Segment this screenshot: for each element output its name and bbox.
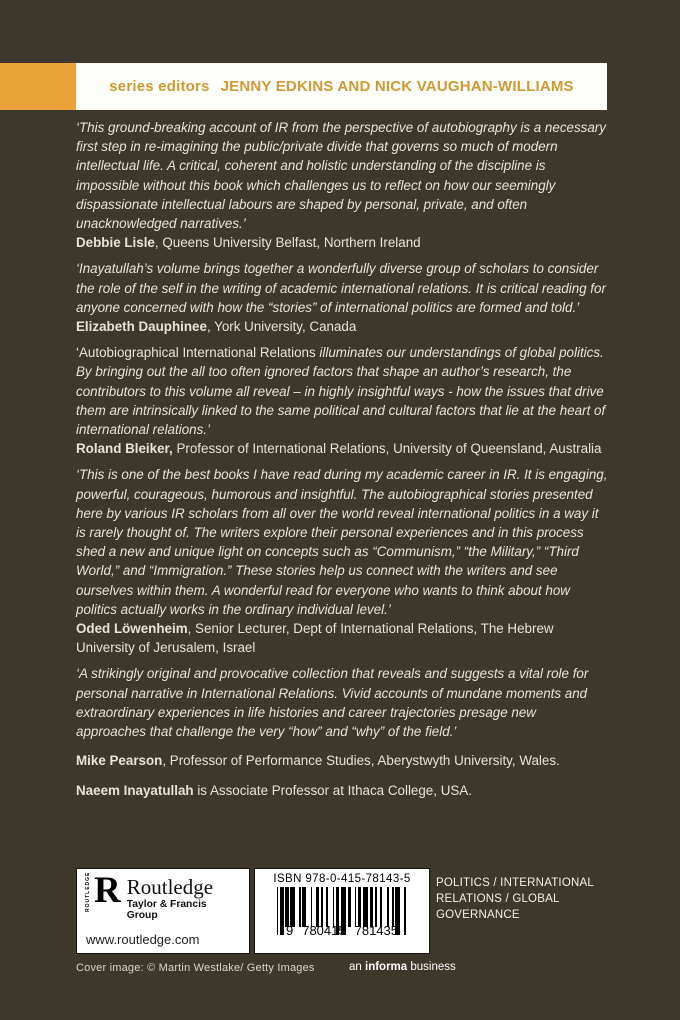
category-line: POLITICS / INTERNATIONAL [436,877,594,889]
barcode-box [254,868,430,954]
endorsement-quotes [76,118,608,800]
quote-attribution: Roland Bleiker, Professor of International Relations, University of Queensland, Australia [76,441,602,457]
routledge-vertical-text: ROUTLEDGE [85,871,91,912]
series-editors-banner [0,63,607,110]
category-line: RELATIONS / GLOBAL [436,893,560,905]
informa-post-text: business [407,961,456,973]
category-line: GOVERNANCE [436,909,520,921]
barcode-icon [277,887,407,927]
publisher-name: Routledge [126,875,214,899]
quote-attribution: Oded Löwenheim, Senior Lecturer, Dept of International Relations, The Hebrew University of Jerusalem, Israel [76,621,554,656]
barcode-digit-group: 9 [285,923,294,938]
series-editors-label: series editors [109,78,210,95]
quote-text: ‘This is one of the best books I have read during my academic career in IR. It is engaging, powerful, courageous, humorous and insightful. The autobiographical stories presented here by various IR scholars from all over the world reveal international politics in a way it is rarely thought of. The writers explore their personal experiences and in this process shed a new and unique light on concepts such as “Communism,” “the Military,” “Third World,” and “Immigration.” These stories help us connect with the writers and see ourselves within them. A wonderful read for everyone who wants to think about how politics actually works in the ordinary individual level.’ [76,467,608,617]
subject-categories [436,875,611,923]
isbn-label: ISBN 978-0-415-78143-5 [273,873,411,885]
publisher-website: www.routledge.com [86,932,200,947]
publisher-group: Taylor & Francis Group [126,899,207,922]
informa-brand-text: informa [365,961,408,973]
routledge-wordmark [127,876,240,921]
series-banner-strip [76,63,607,110]
barcode-digits [286,923,398,938]
quote-text: ‘A strikingly original and provocative collection that reveals and suggests a vital role for personal narrative in International Relations. Vivid accounts of mundane moments and extraordinary experiences in life histories and career trajectories presage new approaches that challenge the very “how” and “why” of the field.’ [76,666,589,740]
informa-pre-text: an [349,961,365,973]
quote-attribution: Debbie Lisle, Queens University Belfast, Northern Ireland [76,235,421,251]
routledge-r-icon: R [94,870,121,911]
barcode-digit-group: 780415 [302,923,346,938]
orange-accent-block [0,63,76,110]
cover-image-credit: Cover image: © Martin Westlake/ Getty Images [76,962,315,974]
quote-text: ‘This ground-breaking account of IR from the perspective of autobiography is a necessary first step in re-imagining the public/private divide that governs so much of modern intellectual life. A critical, coherent and holistic understanding of the discipline is impossible without this book which challenges us to reflect on how our seemingly dispassionate intellectual labours are shaped by personal, private, and often unacknowledged narratives.’ [76,120,606,232]
quote-text: ‘Inayatullah’s volume brings together a wonderfully diverse group of scholars to consider the role of the self in the writing of academic international relations. It is critical reading for anyone concerned with how the “stories” of international politics are formed and told.’ [76,261,606,315]
author-bio-line: Naeem Inayatullah is Associate Professor at Ithaca College, USA. [76,782,472,798]
barcode-digit-group: 781435 [354,923,398,938]
quote-text: ‘Autobiographical International Relations illuminates our understandings of global politics. By bringing out the all too often ignored factors that shape an author’s research, the contributors to this volume all reveal – in highly insightful ways - how the issues that drive them are intrinsically linked to the same political and cultural factors that lie at the heart of international relations.’ [76,345,606,438]
publisher-logo-box [76,868,250,954]
series-editors-names: JENNY EDKINS AND NICK VAUGHAN-WILLIAMS [220,78,574,95]
quote-attribution: Elizabeth Dauphinee, York University, Canada [76,319,357,335]
informa-business-mark [349,961,456,973]
quote-attribution: Mike Pearson, Professor of Performance Studies, Aberystwyth University, Wales. [76,753,560,769]
routledge-logo [85,870,240,922]
